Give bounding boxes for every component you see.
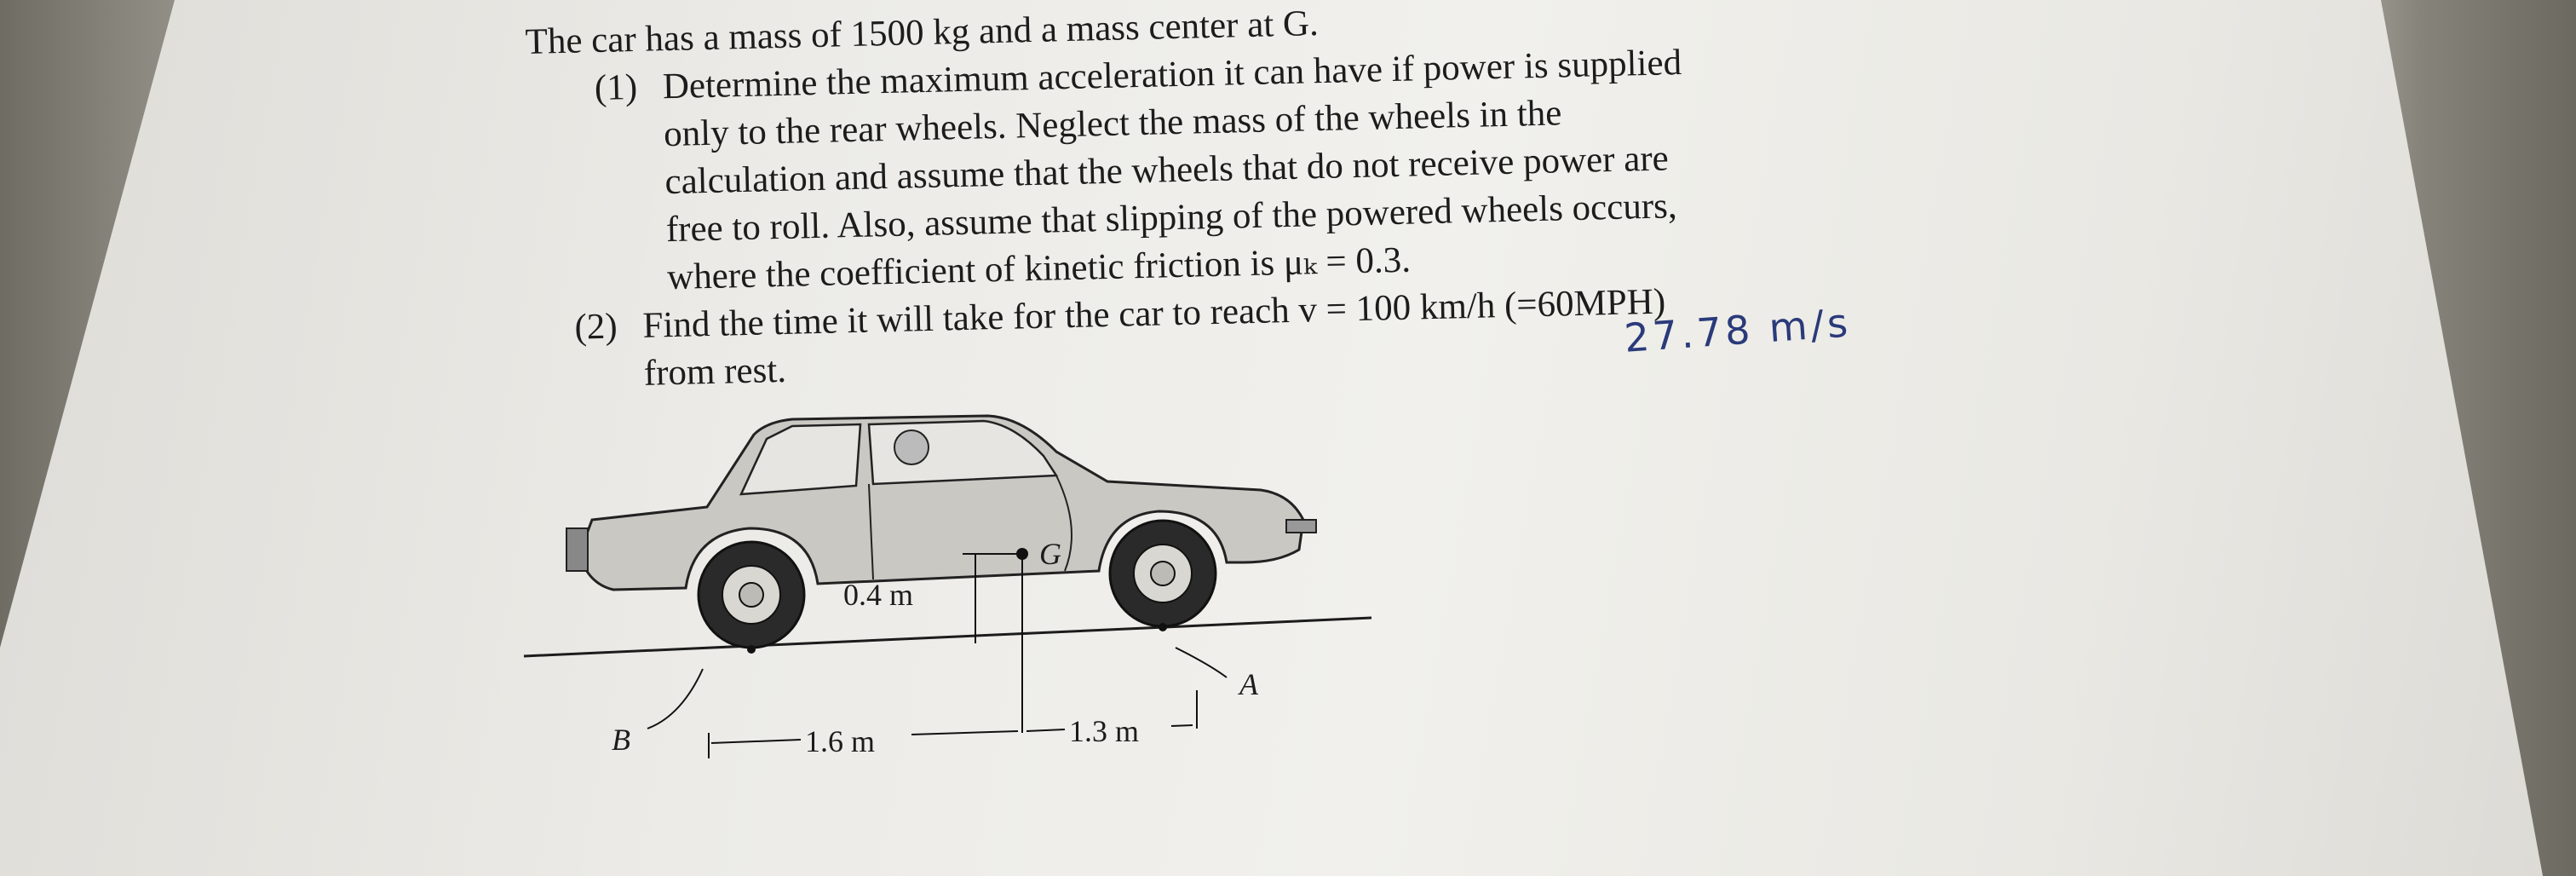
ground-line	[524, 618, 1371, 656]
car-figure	[511, 401, 1406, 775]
part-1-line: free to roll. Also, assume that slipping of the powered wheels occurs,	[665, 186, 1678, 251]
handwritten-note: 27.78 m/s	[1623, 299, 1853, 361]
front-dimension-line	[1026, 729, 1065, 731]
rear-wheel	[699, 542, 804, 648]
part-1-line: where the coefficient of kinetic friction is μₖ = 0.3.	[666, 239, 1412, 298]
rear-bumper	[566, 528, 588, 571]
part-1-line: calculation and assume that the wheels that do not receive power are	[664, 138, 1670, 203]
part-1-number: (1)	[594, 66, 638, 109]
front-bumper	[1286, 520, 1316, 533]
part-2-line: Find the time it will take for the car to reach v = 100 km/h (=60MPH)	[641, 281, 1666, 346]
label-B: B	[612, 723, 630, 757]
part-1-line: Determine the maximum acceleration it can have if power is supplied	[662, 43, 1682, 107]
part-1	[526, 31, 2064, 305]
label-G: G	[1039, 537, 1061, 571]
problem-intro: The car has a mass of 1500 kg and a mass center at G.	[525, 3, 1320, 62]
driver-head	[894, 430, 929, 464]
part-1-item	[594, 31, 2064, 303]
part-1-line: only to the rear wheels. Neglect the mass of the wheels in the	[663, 93, 1562, 155]
dim-rear-label: 1.6 m	[805, 724, 876, 758]
dim-front-label: 1.3 m	[1069, 714, 1140, 748]
part-1-body	[653, 31, 2064, 303]
front-wheel	[1110, 521, 1216, 626]
part-2-number: (2)	[573, 306, 618, 348]
part-2-line: from rest.	[643, 349, 787, 394]
car-diagram	[511, 401, 1406, 775]
dim-height-label: 0.4 m	[843, 578, 914, 612]
rear-dimension-line	[711, 740, 801, 743]
label-A: A	[1239, 667, 1258, 701]
